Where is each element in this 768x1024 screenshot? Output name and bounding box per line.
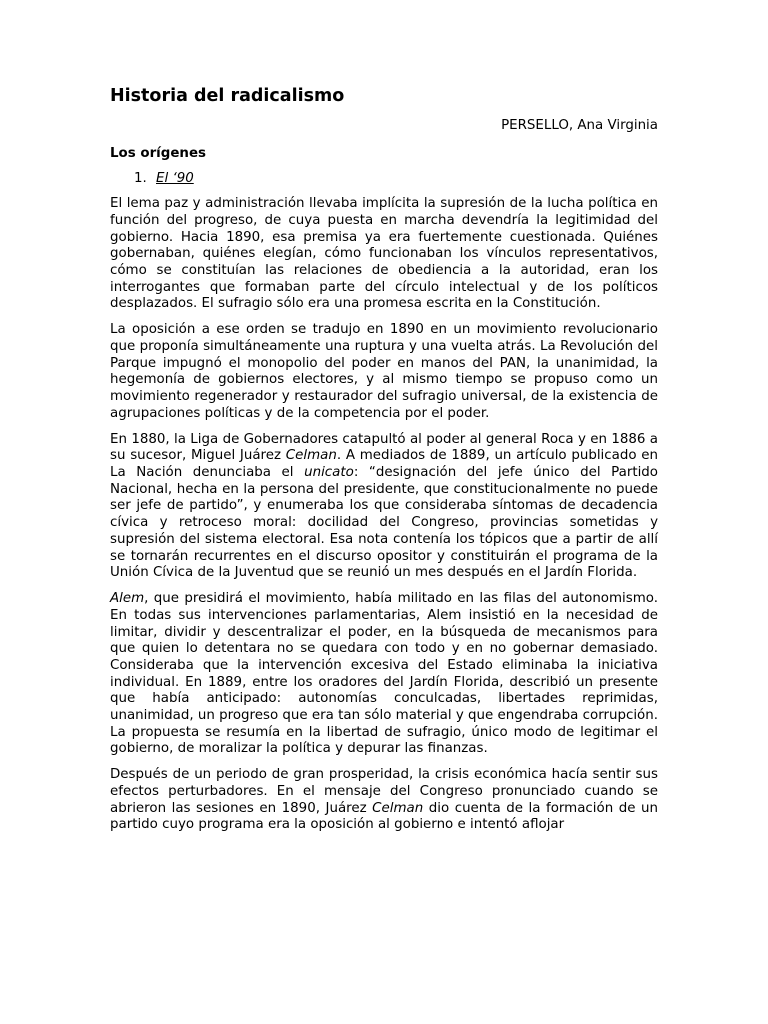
- paragraph-text: Después de un periodo de gran prosperidad, la crisis económica hacía sentir sus efectos perturbadores. En el mensaje del Congreso pronunciado cuando se abrieron las sesiones en 1890, Juárez: [110, 767, 658, 816]
- numbered-list-item: [110, 171, 658, 188]
- paragraph: [110, 432, 658, 582]
- paragraph-text: dio cuenta de la formación de un partido cuyo programa era la oposición al gobierno e intentó aflojar: [110, 800, 658, 833]
- italic-text: unicato: [304, 465, 354, 481]
- list-item-label: El ‘90: [156, 171, 194, 187]
- document-title: Historia del radicalismo: [110, 86, 345, 106]
- body-text: [110, 196, 658, 834]
- italic-text: Celman: [372, 800, 424, 816]
- paragraph-text: , que presidirá el movimiento, había militado en las filas del autonomismo. En todas sus intervenciones parlamentarias, Alem insistió en la necesidad de limitar, dividir y descentralizar el poder, en la búsqueda de mecanismos para que quien lo detentara no se quedara con todo y en no gobernar demasiado. Consideraba que la intervención excesiva del Estado eliminaba la iniciativa individual. En 1889, entre los oradores del Jardín Florida, describió un presente que había anticipado: autonomías conculcadas, libertades reprimidas, unanimidad, un progreso que era tan sólo material y que engendraba corrupción. La propuesta se resumía en la libertad de sufragio, único modo de legitimar el gobierno, de moralizar la política y depurar las finanzas.: [110, 591, 658, 757]
- paragraph: [110, 591, 658, 758]
- paragraph-text: El lema paz y administración llevaba implícita la supresión de la lucha política en función del progreso, de cuya puesta en marcha devendría la legitimidad del gobierno. Hacia 1890, esa premisa ya era fuertemente cuestionada. Quiénes gobernaban, quiénes elegían, cómo funcionaban los vínculos representativos, cómo se constituían las relaciones de obediencia a la autoridad, eran los interrogantes que formaban parte del círculo intelectual y de los políticos desplazados. El sufragio sólo era una promesa escrita en la Constitución.: [110, 196, 658, 312]
- list-item-number: 1.: [134, 171, 147, 187]
- paragraph-text: : “designación del jefe único del Partido Nacional, hecha en la persona del presidente, que constitucionalmente no puede ser jefe de partido”, y enumeraba los que consideraba síntomas de decadencia cívica y retroceso moral: docilidad del Congreso, provincias sometidas y supresión del sistema electoral. Esa nota contenía los tópicos que a partir de allí se tornarán recurrentes en el discurso opositor y constituirán el programa de la Unión Cívica de la Juventud que se reunió un mes después en el Jardín Florida.: [110, 465, 658, 581]
- paragraph-text: En 1880, la Liga de Gobernadores catapultó al poder al general Roca y en 1886 a su sucesor, Miguel Juárez: [110, 431, 658, 464]
- paragraph-text: La oposición a ese orden se tradujo en 1890 en un movimiento revolucionario que proponía simultáneamente una ruptura y una vuelta atrás. La Revolución del Parque impugnó el monopolio del poder en manos del PAN, la unanimidad, la hegemonía de gobiernos electores, y al mismo tiempo se propuso como un movimiento regenerador y restaurador del sufragio universal, de la existencia de agrupaciones políticas y de la competencia por el poder.: [110, 322, 658, 421]
- paragraph: [110, 767, 658, 834]
- section-heading: Los orígenes: [110, 145, 207, 161]
- paragraph: [110, 196, 658, 313]
- document-page: [110, 84, 658, 834]
- paragraph-text: . A mediados de 1889, un artículo publicado en La Nación denunciaba el: [110, 448, 659, 481]
- italic-text: Alem: [110, 591, 145, 607]
- italic-text: Celman: [285, 448, 337, 464]
- paragraph: [110, 322, 658, 422]
- author-name: PERSELLO, Ana Virginia: [501, 118, 658, 133]
